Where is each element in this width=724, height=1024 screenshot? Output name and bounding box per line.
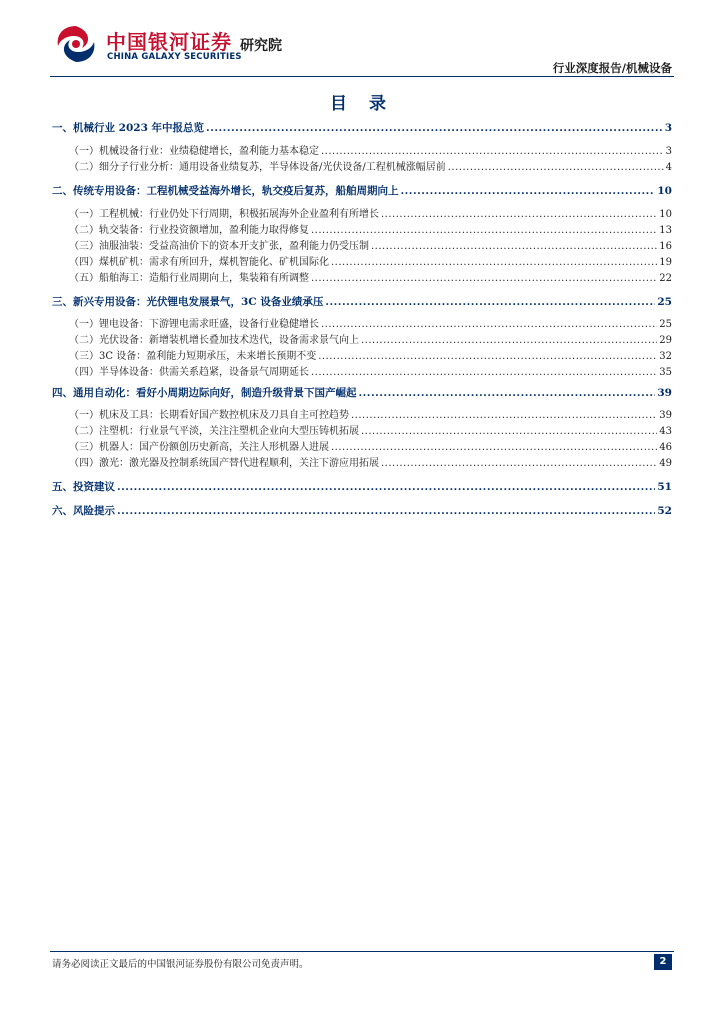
toc-entry-page: 3 [665,146,672,157]
toc-entry[interactable] [52,456,672,472]
toc-entry-page: 25 [657,296,672,308]
toc-entry[interactable] [52,440,672,456]
footer-divider [50,951,674,952]
toc-leader-dots [311,365,657,381]
toc-entry-page: 39 [659,410,672,421]
toc-leader-dots [311,223,657,239]
toc-entry-label: 二、传统专用设备：工程机械受益海外增长，轨交疫后复苏，船舶周期向上 [52,185,399,197]
toc-entry-label: （四）激光：激光器及控制系统国产替代进程顺利，关注下游应用拓展 [69,458,379,469]
toc-entry[interactable] [52,271,672,287]
toc-leader-dots [117,503,655,519]
toc-entry[interactable] [52,255,672,271]
toc-leader-dots [381,456,657,472]
toc-leader-dots [351,408,657,424]
toc-entry-label: 六、风险提示 [52,505,115,517]
toc-leader-dots [401,183,656,199]
toc-leader-dots [361,333,657,349]
toc-leader-dots [117,479,655,495]
toc-entry[interactable] [52,160,672,176]
toc-entry-page: 19 [659,257,672,268]
toc-entry-page: 3 [664,122,672,134]
toc-entry-page: 35 [659,367,672,378]
toc-leader-dots [361,424,657,440]
toc-leader-dots [321,144,664,160]
toc-entry-page: 46 [659,442,672,453]
toc-entry[interactable] [52,144,672,160]
toc-entry-label: 五、投资建议 [52,481,115,493]
toc-entry-label: （四）半导体设备：供需关系趋紧，设备景气周期延长 [69,367,309,378]
toc-entry-label: （四）煤机矿机：需求有所回升，煤机智能化、矿机国际化 [69,257,329,268]
toc-entry[interactable] [52,349,672,365]
toc-entry-label: （二）轨交装备：行业投资额增加，盈利能力取得修复 [69,225,309,236]
toc-entry-page: 13 [659,225,672,236]
toc-entry[interactable] [52,239,672,255]
institute-label: 研究院 [240,38,282,54]
toc-leader-dots [359,385,656,401]
toc-leader-dots [331,255,657,271]
toc-leader-dots [325,294,655,310]
toc-entry[interactable] [52,385,672,401]
toc-entry[interactable] [52,365,672,381]
toc-entry[interactable] [52,479,672,495]
toc-entry-label: （一）机床及工具：长期看好国产数控机床及刀具自主可控趋势 [69,410,349,421]
header-divider [50,76,674,77]
toc-entry-page: 29 [659,335,672,346]
toc-entry-page: 10 [657,185,672,197]
toc-entry-page: 49 [659,458,672,469]
toc-entry-label: （一）机械设备行业：业绩稳健增长，盈利能力基本稳定 [69,146,319,157]
toc-entry[interactable] [52,317,672,333]
toc-entry-label: （一）锂电设备：下游锂电需求旺盛，设备行业稳健增长 [69,319,319,330]
toc-entry-page: 51 [657,481,672,493]
toc-entry-page: 22 [659,273,672,284]
toc-entry-label: 一、机械行业 2023 年中报总览 [52,122,205,134]
toc-entry-label: （二）细分子行业分析：通用设备业绩复苏，半导体设备/光伏设备/工程机械涨幅居前 [69,162,446,173]
brand-name-cn: 中国银河证券 [106,30,232,54]
page-number: 2 [654,954,672,970]
toc-entry-page: 43 [659,426,672,437]
toc-leader-dots [371,239,657,255]
toc-leader-dots [381,207,657,223]
toc-entry[interactable] [52,294,672,310]
toc-entry-page: 32 [659,351,672,362]
toc-entry-label: 三、新兴专用设备：光伏锂电发展景气，3C 设备业绩承压 [52,296,324,308]
toc-entry-page: 16 [659,241,672,252]
galaxy-logo-icon [52,22,100,66]
footer-disclaimer: 请务必阅读正文最后的中国银河证券股份有限公司免责声明。 [52,959,309,970]
toc-entry-label: （三）油服油装：受益高油价下的资本开支扩张，盈利能力仍受压制 [69,241,369,252]
toc-entry-page: 39 [657,387,672,399]
toc-title: 目 录 [330,94,394,114]
toc-leader-dots [321,317,657,333]
toc-entry[interactable] [52,424,672,440]
toc-entry[interactable] [52,408,672,424]
toc-leader-dots [206,120,663,136]
toc-entry-page: 52 [657,505,672,517]
toc-entry-label: （三）机器人：国产份额创历史新高，关注人形机器人进展 [69,442,329,453]
toc-entry-page: 10 [659,209,672,220]
toc-entry[interactable] [52,183,672,199]
toc-entry[interactable] [52,333,672,349]
toc-leader-dots [311,271,657,287]
toc-entry-page: 4 [665,162,672,173]
toc-entry-label: （五）船舶海工：造船行业周期向上，集装箱有所调整 [69,273,309,284]
toc-entry[interactable] [52,503,672,519]
toc-entry-page: 25 [659,319,672,330]
toc-entry-label: （二）注塑机：行业景气平淡，关注注塑机企业向大型压铸机拓展 [69,426,359,437]
toc-entry[interactable] [52,207,672,223]
toc-leader-dots [448,160,664,176]
toc-entry[interactable] [52,120,672,136]
brand-name-en: CHINA GALAXY SECURITIES [107,52,242,62]
toc-entry-label: （三）3C 设备：盈利能力短期承压，未来增长预期不变 [69,351,317,362]
toc-entry[interactable] [52,223,672,239]
toc-entry-label: （二）光伏设备：新增装机增长叠加技术迭代，设备需求景气向上 [69,335,359,346]
toc-leader-dots [331,440,657,456]
toc-entry-label: （一）工程机械：行业仍处下行周期，积极拓展海外企业盈利有所增长 [69,209,379,220]
toc-leader-dots [318,349,657,365]
toc-entry-label: 四、通用自动化：看好小周期边际向好，制造升级背景下国产崛起 [52,387,357,399]
report-category-tag: 行业深度报告/机械设备 [552,61,672,75]
